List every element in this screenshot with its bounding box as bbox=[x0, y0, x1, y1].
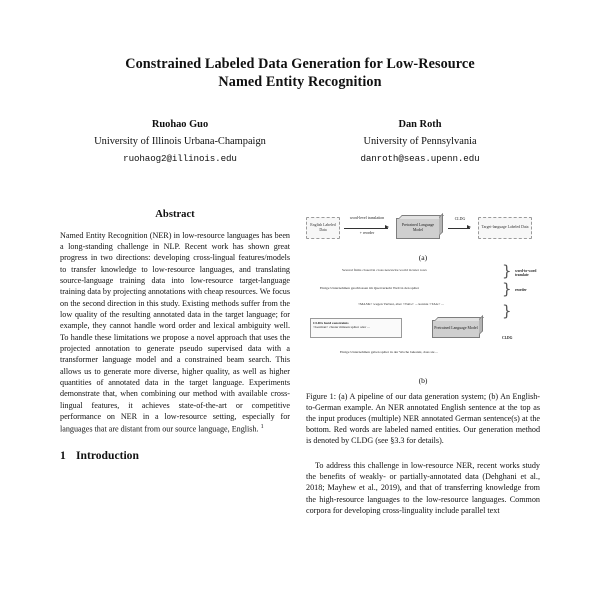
reorder-label: reorder bbox=[515, 287, 527, 292]
left-column bbox=[60, 209, 290, 517]
figure-panel-b bbox=[306, 261, 540, 385]
english-labeled-data-box: English Labeled Data bbox=[306, 217, 340, 239]
panel-b-canvas bbox=[306, 261, 540, 374]
cldg-arrow-label: CLDG bbox=[454, 216, 466, 221]
author-email[interactable]: ruohaog2@illinois.edu bbox=[123, 153, 237, 164]
author-block bbox=[60, 117, 540, 167]
brace-bottom-icon: } bbox=[502, 301, 512, 320]
title-line-1: Constrained Labeled Data Generation for Low-Resource bbox=[125, 56, 475, 72]
author-entry bbox=[300, 117, 540, 167]
pretrained-language-model-cube-a: Pretrained Language Model bbox=[396, 218, 440, 239]
author-affiliation: University of Pennsylvania bbox=[363, 135, 477, 147]
title-line-2: Named Entity Recognition bbox=[218, 74, 382, 90]
cldg-label-b: CLDG bbox=[502, 335, 513, 340]
figure-1 bbox=[306, 209, 540, 447]
masked-sentence: <MASK> wegen Verlust, aber <TAG> ... konnte <TAG> ... bbox=[358, 301, 445, 306]
pretrained-language-model-cube-b: Pretrained Language Model bbox=[432, 320, 480, 338]
panel-b-label: (b) bbox=[418, 375, 428, 385]
cldg-constraints-text: <German> cluster müssen später oder ... bbox=[313, 324, 370, 329]
figure-text-gap bbox=[306, 447, 540, 460]
target-language-labeled-data-box: Target-language Labeled Data bbox=[478, 217, 532, 239]
translation-arrow bbox=[344, 228, 388, 229]
cldg-hard-constraints-box bbox=[310, 318, 402, 338]
translation-arrow-label-top: word-level translation bbox=[349, 215, 385, 220]
panel-a-label: (a) bbox=[418, 252, 428, 262]
section-number: 1 bbox=[60, 449, 66, 463]
translated-sentence: Einige Unternehmen geschlossen im Querverkehr Welt in den später bbox=[320, 285, 420, 290]
abstract-heading: Abstract bbox=[155, 208, 195, 220]
panel-a-canvas bbox=[306, 209, 540, 251]
author-name: Dan Roth bbox=[398, 119, 442, 130]
figure-caption: Figure 1: (a) A pipeline of our data generation system; (b) An English-to-German example. An NER annotated English sentence at the top as the input produces (multiple) NER annotated German sentence(s) at the bottom. Red words are labeled named entities. Our generation method is denoted by CLDG (see §3.3 for details). bbox=[306, 391, 540, 446]
figure-panel-a bbox=[306, 209, 540, 262]
author-affiliation: University of Illinois Urbana-Champaign bbox=[94, 135, 266, 147]
cldg-constraints-title: CLDG hard constraints bbox=[313, 320, 349, 325]
two-column-body bbox=[60, 209, 540, 517]
introduction-paragraph: To address this challenge in low-resource NER, recent works study the benefits of weakly- or partially-annotated data (Dehghani et al., 2018; Mayhew et al., 2019), and that of transferring knowledge from the high-resource languages to the low-resource languages. Common corpora for developing cross-linguality include parallel text bbox=[306, 460, 540, 515]
author-email[interactable]: danroth@seas.upenn.edu bbox=[360, 153, 480, 164]
translation-arrow-label-bottom: + reorder bbox=[359, 230, 375, 235]
brace-middle-icon: } bbox=[502, 279, 512, 298]
section-heading-introduction bbox=[60, 449, 290, 462]
cldg-arrow bbox=[448, 228, 470, 229]
brace-top-icon: } bbox=[502, 261, 512, 280]
output-sentence: Einige Unternehmen gaben später in der Woche bekannt, dass sie ... bbox=[340, 349, 439, 354]
word-to-word-translate-label: word-to-word translate bbox=[515, 268, 537, 277]
abstract-footnote-marker[interactable]: 1 bbox=[260, 424, 264, 431]
page-title bbox=[60, 55, 540, 91]
source-sentence: Several firms closed in cross newswire world in later rows bbox=[342, 267, 427, 272]
abstract-text bbox=[60, 230, 290, 436]
author-entry bbox=[60, 117, 300, 167]
section-title: Introduction bbox=[76, 449, 139, 463]
author-name: Ruohao Guo bbox=[151, 119, 209, 130]
abstract-body: Named Entity Recognition (NER) in low-resource languages has been a long-standing challenge in NLP. Recent work has shown great progress in two directions: developing cross-lingual features/models to transfer knowledge to low-resource languages, and translating source-language training data into low-resource target-language training data by projecting annotations with cheap resources. We focus on the second direction in this study. Existing methods suffer from the low quality of the resulting annotated data in the target language; for example, they cannot handle word order and lexical ambiguity well. To handle these limitations we propose a novel approach that uses the projected annotation to generate pseudo supervised data with a transformer language model and a constrained beam search. This allows us to generate more diverse, higher quality, as well as higher quantities of annotated data in the target language. Experiments demonstrate that, when combining our method with available cross-lingual features, it achieves state-of-the-art or competitive performance on NER in a low-resource setting, especially for languages that are distant from our source language, English. bbox=[60, 230, 290, 435]
right-column bbox=[306, 209, 540, 517]
